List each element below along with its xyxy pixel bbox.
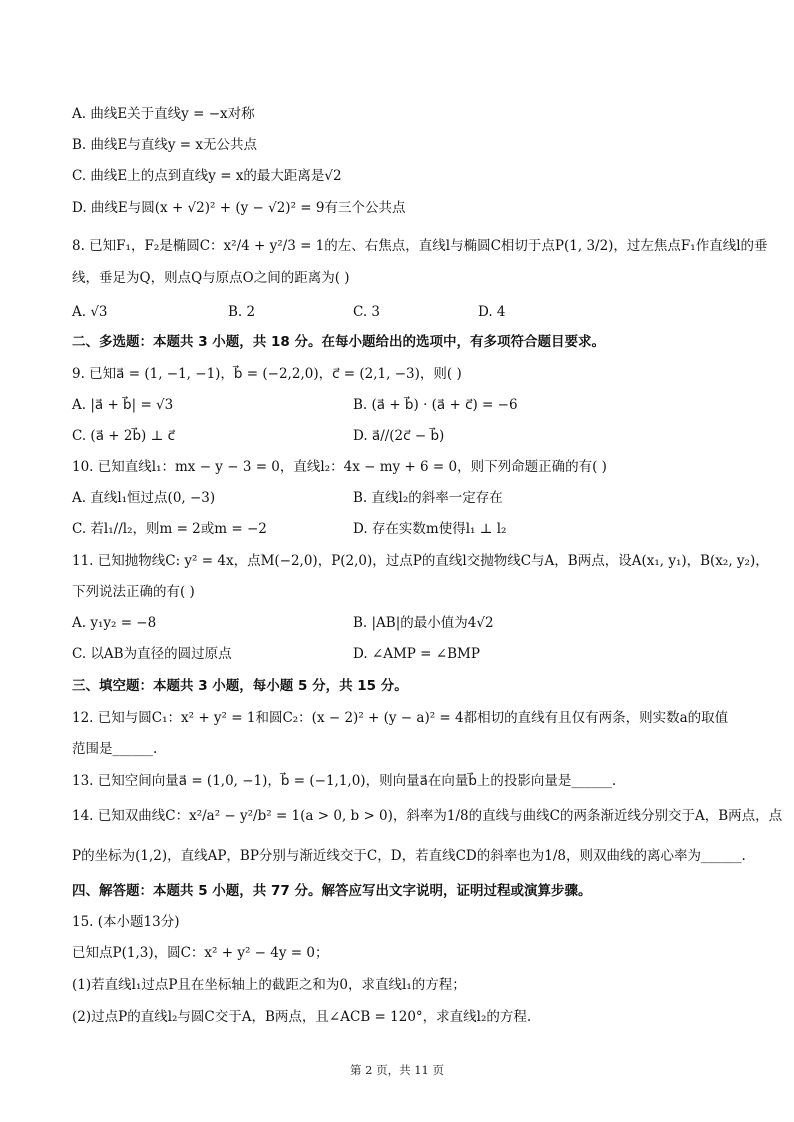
q9-option-d: D. a⃗//(2c⃗ − b⃗) (353, 428, 445, 444)
q7-option-a: A. 曲线E关于直线y = −x对称 (72, 106, 255, 122)
section-multiple-choice-heading: 二、多选题：本题共 3 小题，共 18 分。在每小题给出的选项中，有多项符合题目要求。 (72, 334, 605, 350)
q11-option-c: C. 以AB为直径的圆过原点 (72, 646, 232, 662)
q11-option-a: A. y₁y₂ = −8 (72, 615, 157, 631)
q15-stem: 已知点P(1,3)，圆C：x² + y² − 4y = 0； (72, 945, 329, 961)
q9-option-c: C. (a⃗ + 2b⃗) ⊥ c⃗ (72, 428, 175, 444)
q8-stem-line2: 线，垂足为Q，则点Q与原点O之间的距离为( ) (72, 270, 350, 286)
q15-part2: (2)过点P的直线l₂与圆C交于A，B两点，且∠ACB = 120°，求直线l₂的方程. (72, 1009, 532, 1025)
section-fill-in-heading: 三、填空题：本题共 3 小题，每小题 5 分，共 15 分。 (72, 678, 408, 694)
q10-option-a: A. 直线l₁恒过点(0, −3) (72, 490, 216, 506)
q13-stem: 13. 已知空间向量a⃗ = (1,0, −1)，b⃗ = (−1,1,0)，则向量a⃗在向量b⃗上的投影向量是______. (72, 773, 617, 789)
q9-stem: 9. 已知a⃗ = (1, −1, −1)，b⃗ = (−2,2,0)，c⃗ = (2,1, −3)，则( ) (72, 366, 462, 382)
q7-option-b: B. 曲线E与直线y = x无公共点 (72, 137, 257, 153)
page-footer: 第 2 页，共 11 页 (349, 1063, 445, 1077)
q11-stem-line1: 11. 已知抛物线C: y² = 4x，点M(−2,0)，P(2,0)，过点P的直线l交抛物线C与A，B两点，设A(x₁, y₁)，B(x₂, y₂)， (72, 553, 769, 569)
q12-stem-line1: 12. 已知与圆C₁：x² + y² = 1和圆C₂：(x − 2)² + (y − a)² = 4都相切的直线有且仅有两条，则实数a的取值 (72, 710, 729, 726)
q12-stem-line2: 范围是______. (72, 741, 158, 757)
q10-stem: 10. 已知直线l₁：mx − y − 3 = 0，直线l₂：4x − my + 6 = 0，则下列命题正确的有( ) (72, 459, 607, 475)
q15-heading: 15. (本小题13分) (72, 914, 180, 930)
q14-stem-line1: 14. 已知双曲线C：x²/a² − y²/b² = 1(a > 0, b > 0)，斜率为1/8的直线与曲线C的两条渐近线分别交于A，B两点，点 (72, 808, 783, 824)
q8-option-d: D. 4 (478, 304, 506, 320)
q9-option-b: B. (a⃗ + b⃗) · (a⃗ + c⃗) = −6 (353, 397, 518, 413)
q10-option-b: B. 直线l₂的斜率一定存在 (353, 490, 503, 506)
q15-part1: (1)若直线l₁过点P且在坐标轴上的截距之和为0，求直线l₁的方程； (72, 977, 466, 993)
q7-option-c: C. 曲线E上的点到直线y = x的最大距离是√2 (72, 168, 342, 184)
section-solution-heading: 四、解答题：本题共 5 小题，共 77 分。解答应写出文字说明，证明过程或演算步骤。 (72, 883, 592, 899)
q10-option-d: D. 存在实数m使得l₁ ⊥ l₂ (353, 521, 507, 537)
q14-stem-line2: P的坐标为(1,2)，直线AP，BP分别与渐近线交于C，D，若直线CD的斜率也为1/8，则双曲线的离心率为______. (72, 848, 746, 864)
q11-option-b: B. |AB|的最小值为4√2 (353, 615, 494, 631)
q7-option-d: D. 曲线E与圆(x + √2)² + (y − √2)² = 9有三个公共点 (72, 200, 406, 216)
q8-option-b: B. 2 (228, 304, 256, 320)
q8-option-a: A. √3 (72, 304, 108, 320)
q8-stem-line1: 8. 已知F₁，F₂是椭圆C：x²/4 + y²/3 = 1的左、右焦点，直线l与椭圆C相切于点P(1, 3/2)，过左焦点F₁作直线l的垂 (72, 238, 768, 254)
q8-option-c: C. 3 (353, 304, 381, 320)
q9-option-a: A. |a⃗ + b⃗| = √3 (72, 397, 174, 413)
q11-stem-line2: 下列说法正确的有( ) (72, 584, 195, 600)
q10-option-c: C. 若l₁//l₂，则m = 2或m = −2 (72, 521, 267, 537)
q11-option-d: D. ∠AMP = ∠BMP (353, 646, 480, 662)
